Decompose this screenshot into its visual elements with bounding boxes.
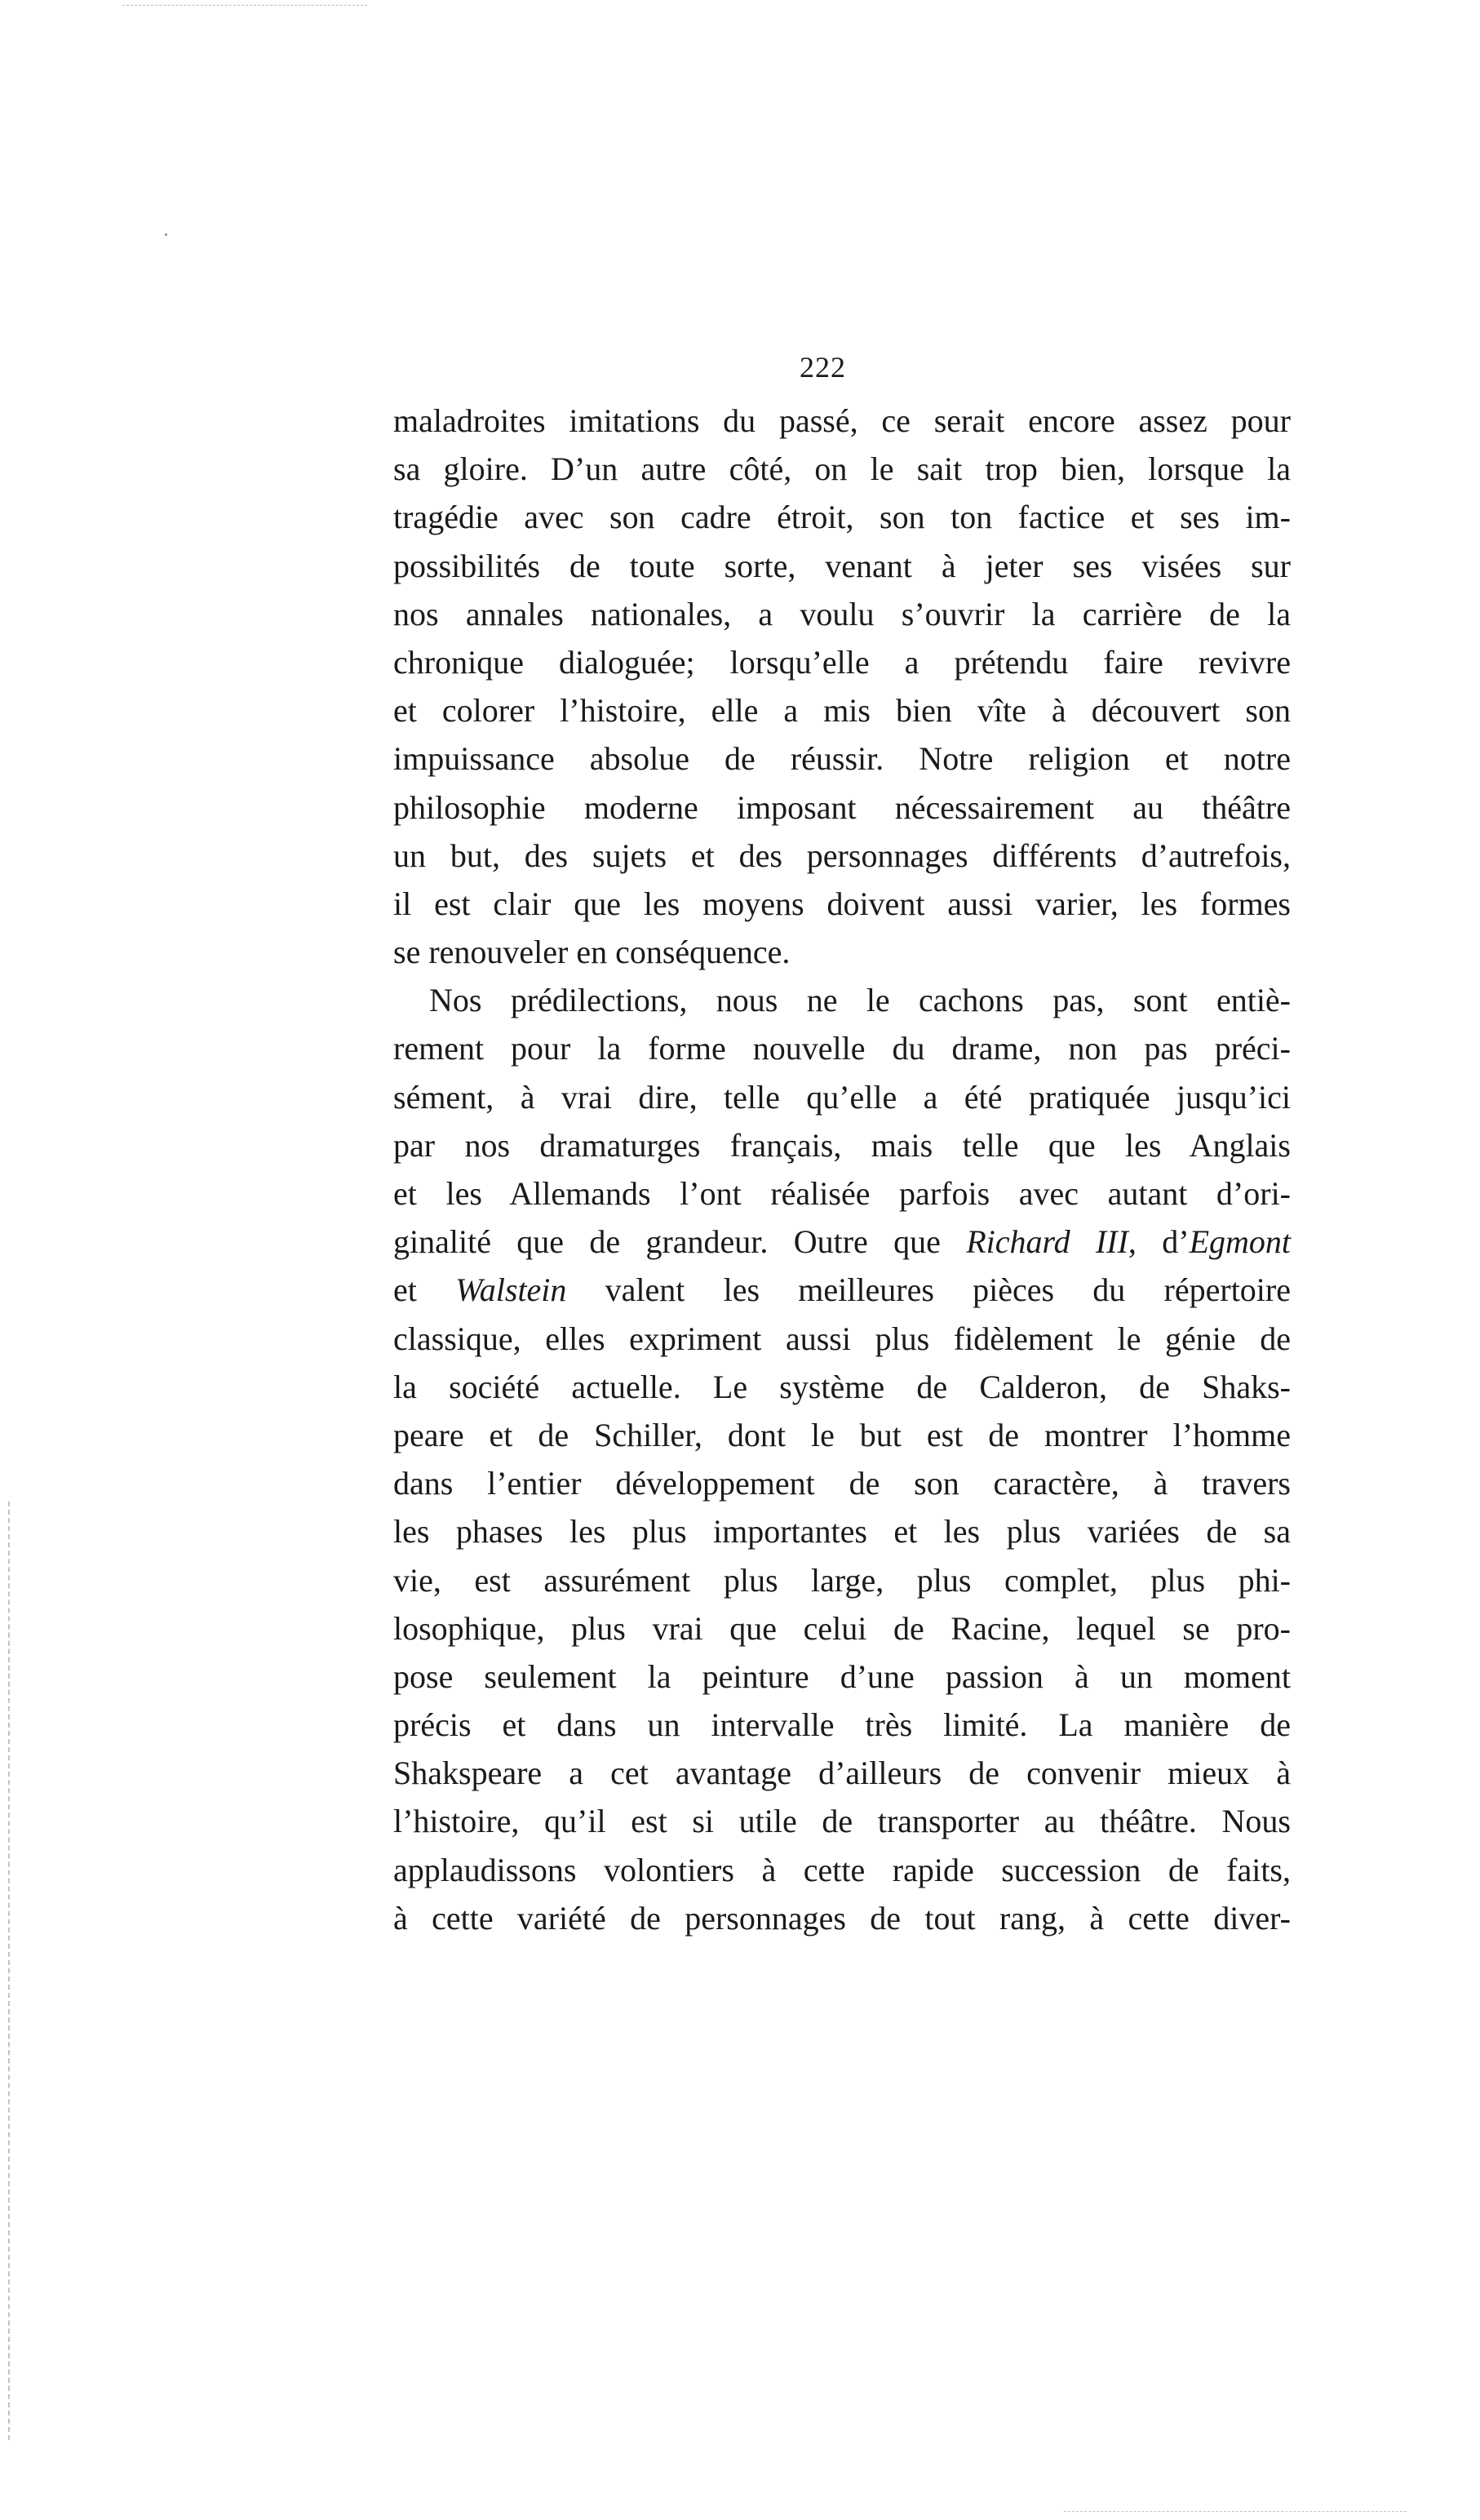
text-segment: il est clair que les moyens doivent aussi varier, les formes: [393, 885, 1291, 922]
text-line: [393, 783, 1291, 832]
text-line: [393, 1024, 1291, 1072]
text-line: [393, 542, 1291, 590]
text-segment: sément, à vrai dire, telle qu’elle a été pratiquée jusqu’ici: [393, 1078, 1291, 1116]
speck-mark: [165, 233, 167, 236]
italic-title: Walstein: [455, 1271, 567, 1309]
text-segment: les phases les plus importantes et les plus variées de sa: [393, 1513, 1291, 1551]
text-line: [393, 928, 1291, 976]
text-line: [393, 1749, 1291, 1797]
text-segment: possibilités de toute sorte, venant à jeter ses visées sur: [393, 547, 1291, 584]
italic-title: Richard III: [966, 1223, 1128, 1261]
text-segment: la société actuelle. Le système de Calderon, de Shaks-: [393, 1368, 1291, 1405]
text-line: [393, 590, 1291, 638]
text-segment: philosophie moderne imposant nécessairement au théâtre: [393, 788, 1291, 826]
text-line: [393, 686, 1291, 734]
text-segment: valent les meilleures pièces du répertoire: [566, 1271, 1291, 1309]
text-line: [393, 1653, 1291, 1701]
text-segment: l’histoire, qu’il est si utile de transporter au théâtre. Nous: [393, 1803, 1291, 1840]
text-segment: Shakspeare a cet avantage d’ailleurs de convenir mieux à: [393, 1755, 1291, 1792]
text-segment: pose seulement la peinture d’une passion à un moment: [393, 1657, 1291, 1695]
text-segment: dans l’entier développement de son caractère, à travers: [393, 1465, 1291, 1502]
scan-edge-marks-left: [8, 1502, 11, 2440]
text-segment: et: [393, 1271, 456, 1309]
text-line: [393, 880, 1291, 928]
text-segment: Nos prédilections, nous ne le cachons pas, sont entiè-: [429, 982, 1291, 1019]
text-line: [393, 638, 1291, 686]
text-line: [393, 1169, 1291, 1218]
text-line: [393, 1701, 1291, 1749]
text-segment: rement pour la forme nouvelle du drame, non pas préci-: [393, 1030, 1291, 1067]
text-segment: se renouveler en conséquence.: [393, 934, 791, 971]
text-line: [393, 1218, 1291, 1266]
text-line: [393, 832, 1291, 880]
text-line: [393, 1604, 1291, 1653]
text-segment: peare et de Schiller, dont le but est de montrer l’homme: [393, 1416, 1291, 1453]
text-segment: maladroites imitations du passé, ce serait encore assez pour: [393, 402, 1291, 439]
text-segment: classique, elles expriment aussi plus fidèlement le génie de: [393, 1320, 1291, 1357]
text-line: [393, 1846, 1291, 1894]
text-segment: losophique, plus vrai que celui de Racine, lequel se pro-: [393, 1609, 1291, 1647]
text-line: [393, 734, 1291, 783]
text-line: [393, 1121, 1291, 1169]
text-segment: vie, est assurément plus large, plus complet, plus phi-: [393, 1561, 1291, 1599]
text-line: [393, 1894, 1291, 1942]
scan-edge-marks-bottom: [1064, 2511, 1407, 2513]
scan-edge-marks-top: [122, 5, 367, 7]
text-line: [393, 1363, 1291, 1411]
text-line: [393, 397, 1291, 445]
text-segment: nos annales nationales, a voulu s’ouvrir la carrière de la: [393, 595, 1291, 632]
text-segment: applaudissons volontiers à cette rapide succession de faits,: [393, 1851, 1291, 1888]
text-segment: , d’: [1128, 1223, 1190, 1261]
text-line: [393, 1507, 1291, 1555]
text-line: [393, 445, 1291, 493]
italic-title: Egmont: [1189, 1223, 1291, 1261]
text-segment: et les Allemands l’ont réalisée parfois avec autant d’ori-: [393, 1175, 1291, 1212]
text-line: [393, 1315, 1291, 1363]
text-segment: ginalité que de grandeur. Outre que: [393, 1223, 967, 1261]
page-number: 222: [800, 351, 846, 384]
text-line: [393, 493, 1291, 541]
text-segment: un but, des sujets et des personnages différents d’autrefois,: [393, 836, 1291, 874]
text-segment: à cette variété de personnages de tout rang, à cette diver-: [393, 1899, 1291, 1937]
text-line: [393, 1459, 1291, 1507]
text-line: [393, 1556, 1291, 1604]
text-segment: et colorer l’histoire, elle a mis bien vîte à découvert son: [393, 692, 1291, 730]
text-line: [393, 1073, 1291, 1121]
text-line: [393, 1266, 1291, 1314]
text-line: [393, 1411, 1291, 1459]
text-segment: sa gloire. D’un autre côté, on le sait trop bien, lorsque la: [393, 450, 1291, 488]
text-segment: précis et dans un intervalle très limité. La manière de: [393, 1706, 1291, 1744]
body-text: [393, 397, 1291, 1942]
text-line: [393, 1797, 1291, 1845]
text-segment: chronique dialoguée; lorsqu’elle a prétendu faire revivre: [393, 643, 1291, 681]
text-segment: impuissance absolue de réussir. Notre religion et notre: [393, 740, 1291, 778]
text-segment: par nos dramaturges français, mais telle que les Anglais: [393, 1126, 1291, 1164]
text-segment: tragédie avec son cadre étroit, son ton factice et ses im-: [393, 499, 1291, 536]
text-line: [393, 976, 1291, 1024]
